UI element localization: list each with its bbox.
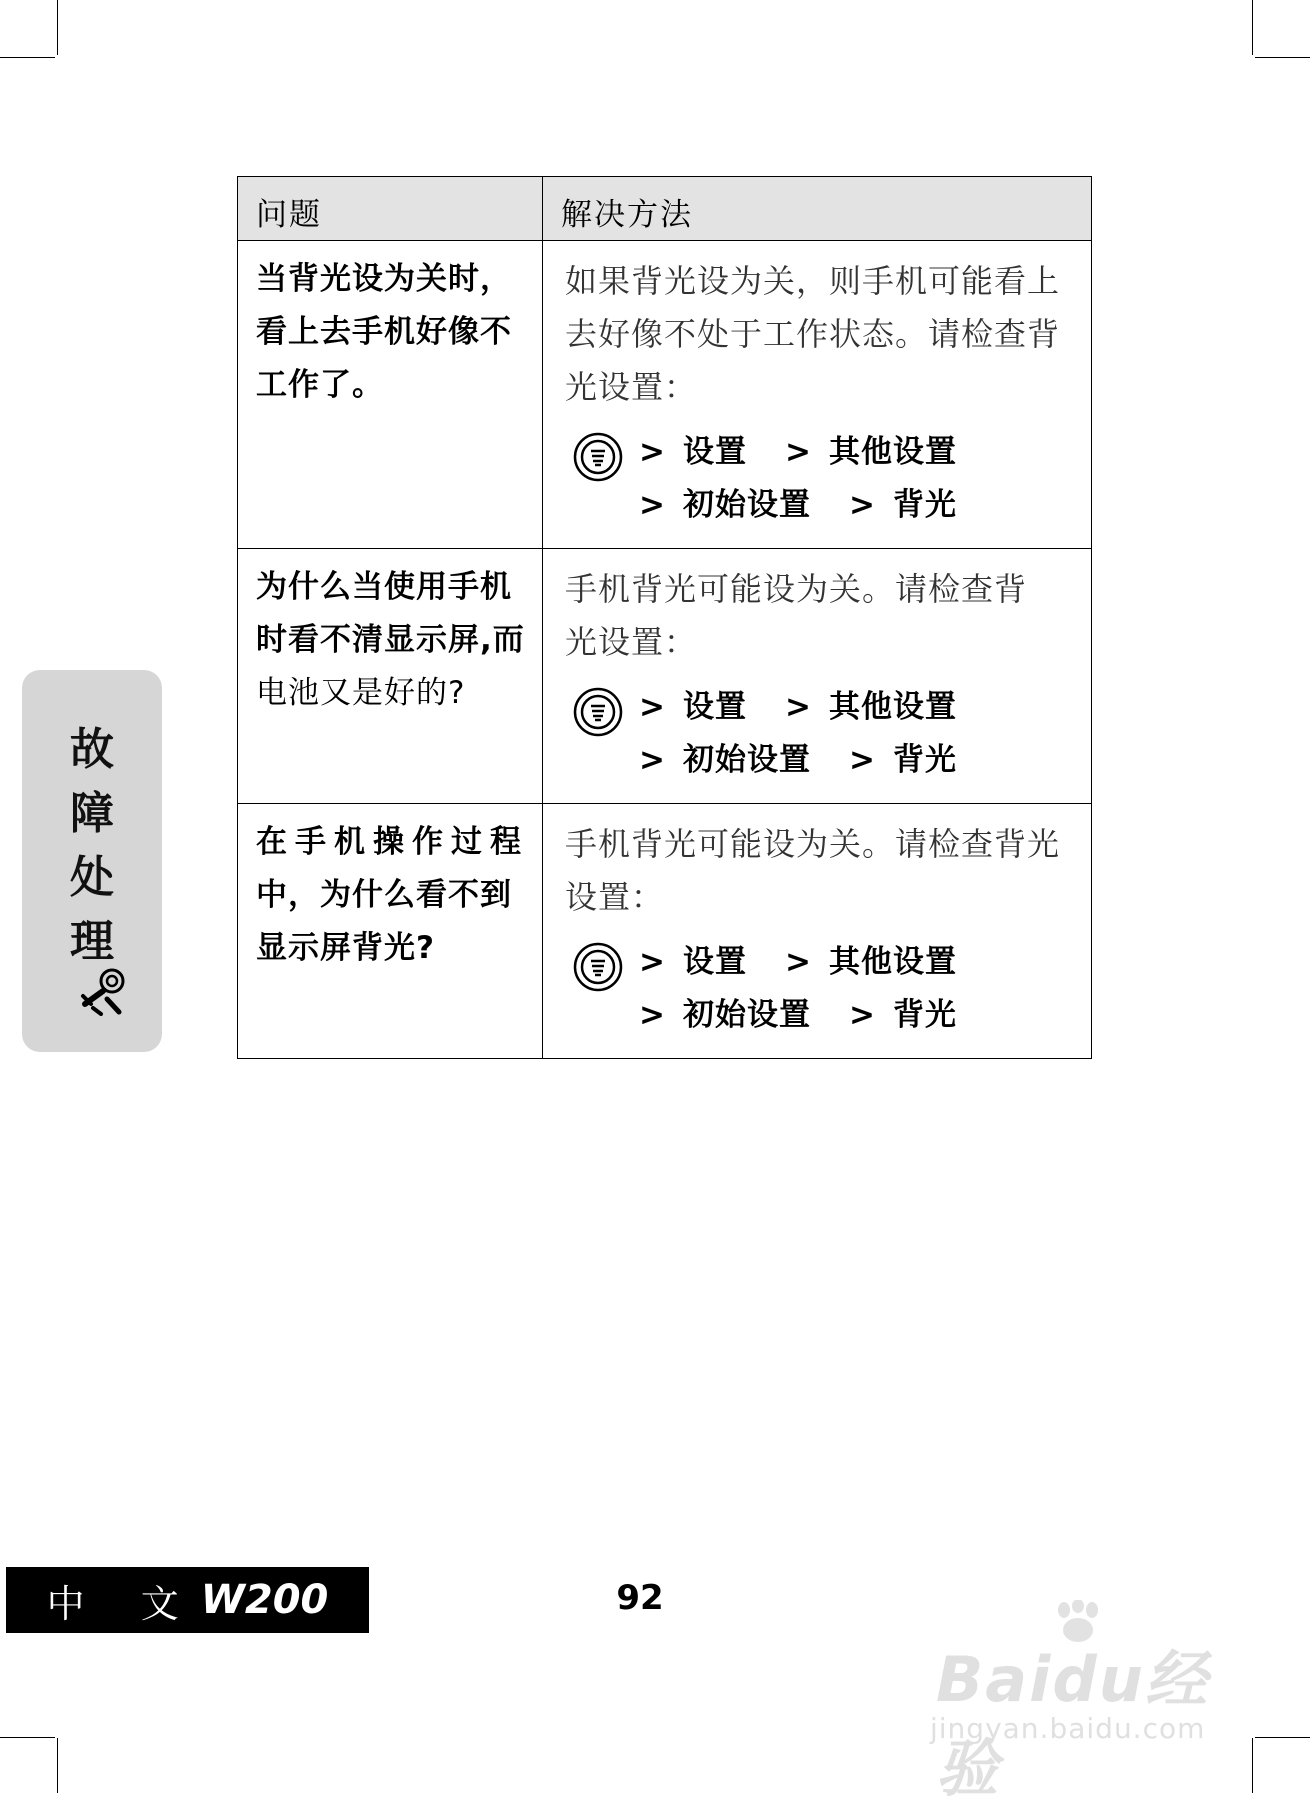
path-line xyxy=(639,734,1073,787)
path-item: 背光 xyxy=(892,997,957,1033)
question-cell xyxy=(238,549,543,804)
wrench-icon xyxy=(79,964,131,1016)
path-item: 设置 xyxy=(682,434,747,470)
path-line xyxy=(639,426,1073,479)
question-line: 中，为什么看不到 xyxy=(256,877,512,913)
path-item: 初始设置 xyxy=(682,742,811,778)
crop-mark xyxy=(1252,1738,1253,1793)
menu-path xyxy=(565,426,1073,532)
path-arrow: > xyxy=(639,742,665,778)
section-title-char: 故 xyxy=(70,724,114,775)
solution-cell xyxy=(543,549,1092,804)
question-line: 时看不清显示屏,而 xyxy=(256,622,525,658)
crop-mark xyxy=(57,0,58,55)
solution-cell xyxy=(543,804,1092,1059)
crop-mark xyxy=(1252,0,1253,55)
watermark xyxy=(930,1600,1250,1805)
path-item: 初始设置 xyxy=(682,997,811,1033)
crop-mark xyxy=(0,1737,55,1738)
section-title-char: 理 xyxy=(70,916,114,967)
question-line: 工作了。 xyxy=(256,367,384,403)
footer-label xyxy=(6,1567,369,1633)
question-line: 电池又是好的? xyxy=(256,675,466,711)
path-line xyxy=(639,681,1073,734)
answer-line: 手机背光可能设为关。请检查背光 xyxy=(565,825,1061,863)
page-number: 92 xyxy=(616,1578,664,1618)
header-question: 问题 xyxy=(238,177,543,241)
path-item: 其他设置 xyxy=(828,689,957,725)
path-line xyxy=(639,936,1073,989)
answer-line: 如果背光设为关，则手机可能看上 xyxy=(565,262,1061,300)
path-arrow: > xyxy=(848,487,875,523)
troubleshooting-table xyxy=(237,176,1092,1059)
question-cell xyxy=(238,804,543,1059)
path-item: 其他设置 xyxy=(828,944,957,980)
path-item: 其他设置 xyxy=(828,434,957,470)
menu-key-icon xyxy=(573,432,623,482)
header-solution: 解决方法 xyxy=(543,177,1092,241)
section-title xyxy=(22,718,162,974)
question-line: 在手机操作过程 xyxy=(256,824,529,860)
table-row xyxy=(238,804,1092,1059)
question-line: 看上去手机好像不 xyxy=(256,314,512,350)
path-arrow: > xyxy=(639,689,665,725)
path-item: 设置 xyxy=(682,689,747,725)
crop-mark xyxy=(1255,57,1310,58)
answer-line: 光设置： xyxy=(565,623,698,661)
table-header-row xyxy=(238,177,1092,241)
menu-key-icon xyxy=(573,687,623,737)
section-tab xyxy=(22,670,162,1052)
question-line: 为什么当使用手机 xyxy=(256,569,512,605)
path-item: 背光 xyxy=(892,742,957,778)
path-arrow: > xyxy=(848,742,875,778)
path-arrow: > xyxy=(784,944,811,980)
footer-model: W200 xyxy=(200,1577,329,1623)
menu-path xyxy=(565,936,1073,1042)
path-item: 背光 xyxy=(892,487,957,523)
watermark-url: jingyan.baidu.com xyxy=(930,1712,1206,1745)
path-item: 设置 xyxy=(682,944,747,980)
path-arrow: > xyxy=(639,434,665,470)
crop-mark xyxy=(57,1738,58,1793)
answer-line: 手机背光可能设为关。请检查背 xyxy=(565,570,1028,608)
question-cell xyxy=(238,241,543,549)
path-arrow: > xyxy=(784,434,811,470)
question-line: 当背光设为关时， xyxy=(256,261,512,297)
table-row xyxy=(238,549,1092,804)
crop-mark xyxy=(1255,1737,1310,1738)
watermark-brand: Baidu经验 xyxy=(936,1643,1209,1805)
question-line: 显示屏背光? xyxy=(256,930,435,966)
solution-cell xyxy=(543,241,1092,549)
path-arrow: > xyxy=(639,944,665,980)
path-arrow: > xyxy=(639,997,665,1033)
section-title-char: 障 xyxy=(70,788,114,839)
path-arrow: > xyxy=(848,997,875,1033)
footer-language: 中 文 xyxy=(46,1581,201,1626)
path-arrow: > xyxy=(639,487,665,523)
answer-line: 去好像不处于工作状态。请检查背 xyxy=(565,315,1061,353)
menu-key-icon xyxy=(573,942,623,992)
crop-mark xyxy=(0,57,55,58)
answer-line: 光设置： xyxy=(565,368,698,406)
path-line xyxy=(639,989,1073,1042)
answer-line: 设置： xyxy=(565,878,665,916)
section-title-char: 处 xyxy=(70,852,114,903)
path-arrow: > xyxy=(784,689,811,725)
table-row xyxy=(238,241,1092,549)
path-item: 初始设置 xyxy=(682,487,811,523)
menu-path xyxy=(565,681,1073,787)
path-line xyxy=(639,479,1073,532)
